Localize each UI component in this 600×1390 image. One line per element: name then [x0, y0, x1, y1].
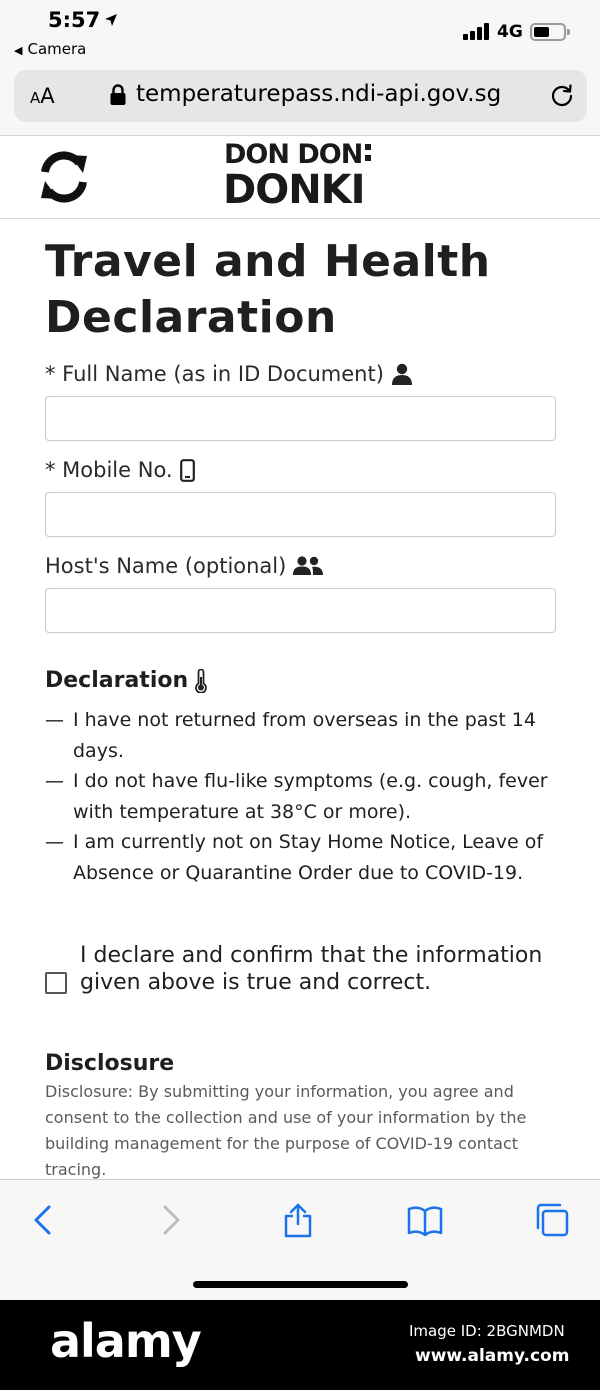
text-size-button[interactable]: AA [30, 84, 55, 108]
mobile-label: * Mobile No. [45, 458, 195, 482]
back-to-app-link[interactable] [14, 40, 86, 58]
refresh-icon[interactable] [37, 150, 91, 204]
svg-text:DON DON: DON DON [224, 139, 363, 170]
back-app-label: Camera [27, 40, 87, 58]
declaration-list [45, 705, 565, 888]
page-title: Travel and Health Declaration [45, 236, 491, 343]
mobile-input[interactable] [45, 492, 556, 537]
disclosure-heading: Disclosure [45, 1051, 175, 1076]
full-name-label: * Full Name (as in ID Document) [45, 362, 413, 386]
user-icon [391, 363, 413, 385]
share-icon[interactable] [280, 1202, 316, 1238]
cellular-signal-icon [463, 22, 491, 40]
battery-icon [530, 23, 566, 41]
confirm-label[interactable]: I declare and confirm that the information given above is true and correct. [80, 943, 543, 995]
reload-icon[interactable] [549, 83, 575, 109]
declaration-heading: Declaration [45, 668, 208, 693]
tabs-icon[interactable] [534, 1202, 570, 1238]
declaration-item: — I am currently not on Stay Home Notice, Leave of Absence or Quarantine Order due to COVID-19. [45, 831, 544, 884]
disclosure-text: Disclosure: By submitting your information, you agree and consent to the collection and use of your information by the building management for the purpose of COVID-19 contact tracing. [45, 1082, 527, 1179]
confirm-checkbox[interactable] [45, 972, 67, 994]
site-header [0, 137, 600, 219]
declaration-item: — I do not have flu-like symptoms (e.g. cough, fever with temperature at 38°C or more). [45, 770, 548, 823]
host-name-input[interactable] [45, 588, 556, 633]
home-indicator[interactable] [193, 1281, 408, 1288]
image-id: Image ID: 2BGNMDN [409, 1322, 565, 1340]
watermark-footer [0, 1300, 600, 1390]
network-type: 4G [497, 22, 523, 42]
browser-toolbar [0, 1179, 600, 1300]
address-bar[interactable] [14, 70, 587, 122]
status-bar [0, 0, 600, 62]
location-arrow-icon [104, 13, 118, 27]
bookmarks-icon[interactable] [407, 1202, 443, 1238]
watermark-site: www.alamy.com [415, 1346, 570, 1366]
don-don-donki-logo[interactable] [222, 139, 380, 207]
clock: 5:57 [48, 8, 101, 32]
svg-text:DONKI: DONKI [223, 167, 365, 207]
full-name-input[interactable] [45, 396, 556, 441]
host-name-label: Host's Name (optional) [45, 554, 323, 578]
back-triangle-icon: ◀ [14, 44, 23, 57]
thermometer-icon [194, 669, 208, 693]
alamy-logo: alamy [50, 1314, 201, 1368]
lock-icon [110, 84, 126, 106]
url-text[interactable]: temperaturepass.ndi-api.gov.sg [136, 81, 502, 107]
declaration-item: — I have not returned from overseas in the past 14 days. [45, 709, 536, 762]
back-icon[interactable] [26, 1202, 62, 1238]
mobile-phone-icon [180, 459, 195, 482]
browser-address-area [0, 62, 600, 136]
users-icon [293, 555, 323, 577]
forward-icon[interactable] [152, 1202, 188, 1238]
